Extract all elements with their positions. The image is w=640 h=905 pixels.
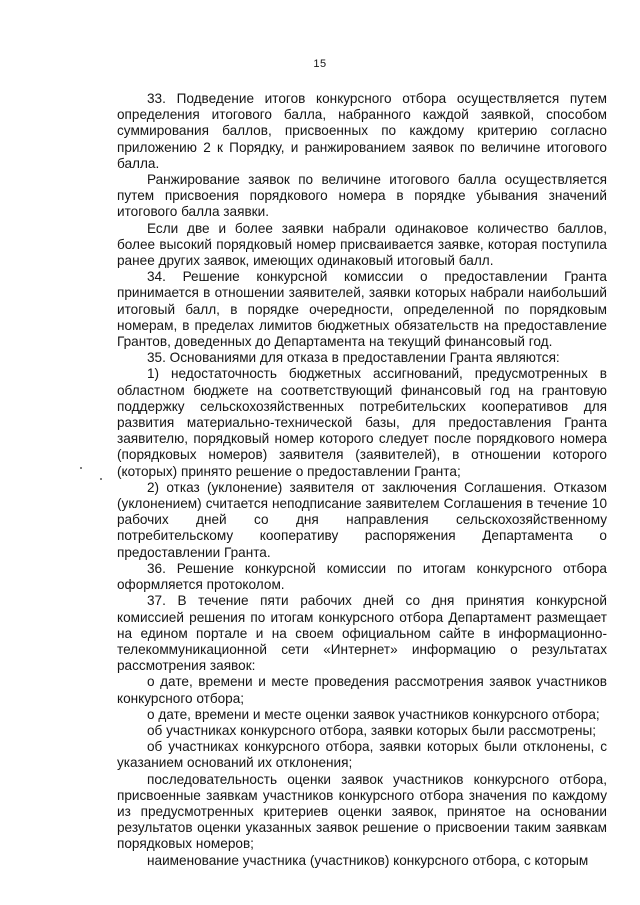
list-item-reviewed-participants: об участниках конкурсного отбора, заявки которых были рассмотрены; bbox=[147, 722, 597, 738]
paragraph-35: 35. Основаниями для отказа в предоставлении Гранта являются: bbox=[147, 350, 560, 366]
list-item-winner-name: наименование участника (участников) конкурсного отбора, с которым bbox=[147, 852, 589, 868]
list-item-evaluation-date: о дате, времени и месте оценки заявок участников конкурсного отбора; bbox=[147, 706, 600, 722]
paragraph-33: 33. Подведение итогов конкурсного отбора осуществляется путем определения итогового балла, набранного каждой заявкой, способом суммирования баллов, присвоенных по каждому критерию согласно приложению 2 к Порядку, и ранжированием заявок по величине итогового балла. bbox=[117, 91, 607, 171]
paragraph-equal-scores: Если две и более заявки набрали одинаковое количество баллов, более высокий порядковый номер присваивается заявке, которая поступила ранее других заявок, имеющих одинаковый итоговый балл. bbox=[117, 220, 607, 269]
page-number: 15 bbox=[313, 58, 327, 70]
list-item-rejected-participants: об участниках конкурсного отбора, заявки которых были отклонены, с указанием оснований их отклонения; bbox=[117, 739, 607, 771]
list-item-review-date: о дате, времени и месте проведения рассмотрения заявок участников конкурсного отбора; bbox=[117, 674, 607, 706]
paragraph-35-item-1: 1) недостаточность бюджетных ассигнований, предусмотренных в областном бюджете на соответствующий финансовый год на грантовую поддержку сельскохозяйственных потребительских кооперативов для развития материально-технической базы, для предоставления Гранта заявителю, порядковый номер которого следует после порядкового номера (порядковых номеров) заявителя (заявителей), в отношении которого (которых) принято решение о предоставлении Гранта; bbox=[117, 366, 607, 479]
paragraph-36: 36. Решение конкурсной комиссии по итогам конкурсного отбора оформляется протоколом. bbox=[117, 560, 607, 593]
scan-speck bbox=[100, 478, 102, 480]
paragraph-35-item-2: 2) отказ (уклонение) заявителя от заключения Соглашения. Отказом (уклонением) считается неподписание заявителем Соглашения в течение 10 рабочих дней со дня направления сельскохозяйственному потребительскому кооперативу распоряжения Департамента о предоставлении Гранта. bbox=[117, 479, 607, 560]
list-item-evaluation-sequence: последовательность оценки заявок участников конкурсного отбора, присвоенные заявкам участников конкурсного отбора значения по каждому из предусмотренных критериев оценки заявок, принятое на основании результатов оценки указанных заявок решение о присвоении таким заявкам порядковых номеров; bbox=[117, 771, 607, 852]
paragraph-ranking: Ранжирование заявок по величине итогового балла осуществляется путем присвоения порядкового номера в порядке убывания значений итогового балла заявки. bbox=[117, 172, 607, 220]
scan-speck bbox=[80, 467, 82, 469]
paragraph-37: 37. В течение пяти рабочих дней со дня принятия конкурсной комиссией решения по итогам конкурсного отбора Департамент размещает на едином портале и на своем официальном сайте в информационно-телекоммуникационной сети «Интернет» информацию о результатах рассмотрения заявок: bbox=[117, 593, 607, 674]
document-body bbox=[117, 91, 607, 869]
paragraph-34: 34. Решение конкурсной комиссии о предоставлении Гранта принимается в отношении заявителей, заявки которых набрали наибольший итоговый балл, в порядке очередности, определенной по порядковым номерам, в пределах лимитов бюджетных обязательств на предоставление Грантов, доведенных до Департамента на текущий финансовый год. bbox=[117, 269, 607, 350]
